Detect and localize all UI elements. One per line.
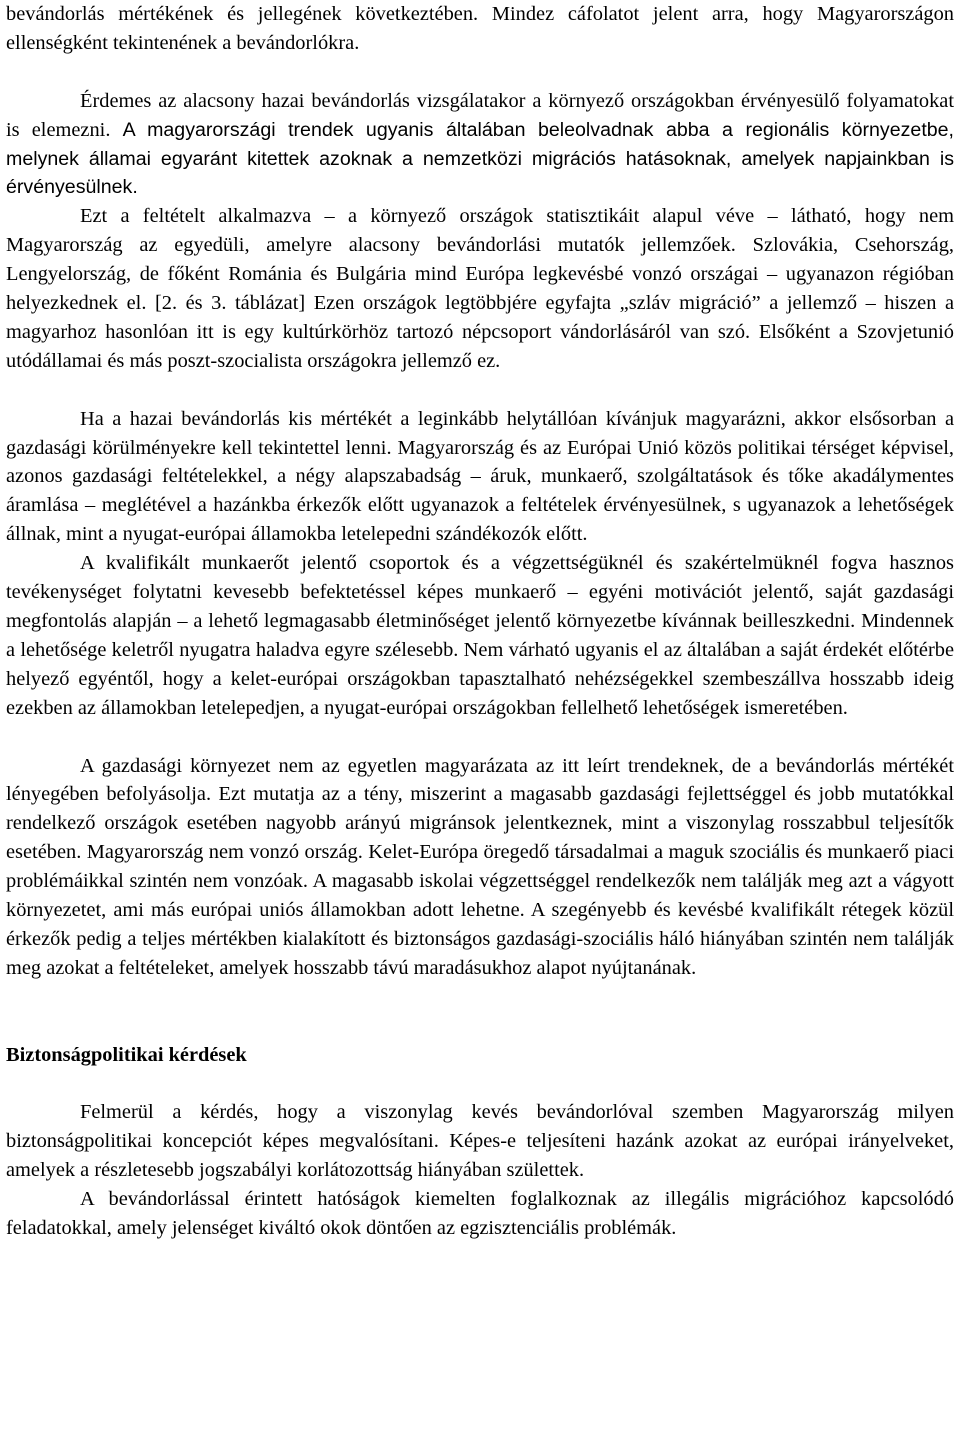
paragraph-segment-serif: Érdemes az alacsony hazai bevándorlás vizsgálatakor a környező országokban érvényesülő folyamatokat is elemezni. — [6, 89, 954, 141]
paragraph-segment-sans: A magyarországi trendek ugyanis általában beleolvadnak abba a regionális környezetbe, melynek államai egyaránt kitettek azoknak a nemzetközi migrációs hatásoknak, amelyek napjainkban is érvényesülnek. — [6, 118, 954, 199]
paragraph-gap — [6, 376, 954, 405]
paragraph-authorities: A bevándorlással érintett hatóságok kiemelten foglalkoznak az illegális migrációhoz kapcsolódó feladatokkal, amely jelenséget kiváltó okok döntően az egzisztenciális problémák. — [6, 1188, 954, 1239]
paragraph-gap — [6, 1069, 954, 1098]
paragraph-gap — [6, 58, 954, 87]
paragraph-economic-conditions: Ha a hazai bevándorlás kis mértékét a leginkább helytállóan kívánjuk magyarázni, akkor elsősorban a gazdasági körülményekre kell tekintettel lenni. Magyarország és az Európai Unió közös politikai térséget képvisel, azonos gazdasági feltételekkel, a négy alapszabadság – áruk, munkaerő, szolgáltatások és tőke akadálymentes áramlása – meglétével a hazánkba érkezők előtt ugyanazok a feltételek érvényesülnek, s ugyanazok a lehetőségek állnak, mint a nyugat-európai államokba letelepedni szándékozók előtt. — [6, 407, 954, 546]
paragraph-gap — [6, 723, 954, 752]
paragraph-economic-environment: A gazdasági környezet nem az egyetlen magyarázata az itt leírt trendeknek, de a bevándorlás mértékét lényegében befolyásolja. Ezt mutatja az a tény, miszerint a magasabb gazdasági fejlettséggel és jobb mutatókkal rendelkező országok esetében nagyobb arányú migránsok jelentkeznek, mint a viszonylag rosszabbul teljesítők esetében. Magyarország nem vonzó ország. Kelet-Európa öregedő társadalmai a maguk szociális és munkaerő piaci problémáikkal szintén nem vonzóak. A magasabb iskolai végzettséggel rendelkezők nem találják meg azt a vágyott környezetet, ami más európai uniós államokban adott lehetne. A szegényebb és kevésbé kvalifikált rétegek közül érkezők pedig a teljes mértékben kialakított és biztonságos gazdasági-szociális háló hiányában szintén nem találják meg azokat a feltételeket, amelyek hosszabb távú maradásukhoz alapot nyújtanának. — [6, 754, 954, 979]
paragraph-security-policy: Felmerül a kérdés, hogy a viszonylag kevés bevándorlóval szemben Magyarország milyen biztonságpolitikai koncepciót képes megvalósítani. Képes-e teljesíteni hazánk azokat az európai irányelveket, amelyek a részletesebb jogszabályi korlátozottság hiányában születtek. — [6, 1101, 954, 1182]
paragraph-statistics: Ezt a feltételt alkalmazva – a környező országok statisztikáit alapul véve – látható, hogy nem Magyarország az egyedüli, amelyre alacsony bevándorlási mutatók jellemzőek. Szlovákia, Csehország, Lengyelország, de főként Románia és Bulgária mind Európa legkevésbé vonzó országai – ugyanazon régióban helyezkednek el. [2. és 3. táblázat] Ezen országok legtöbbjére egyfajta „szláv migráció” a jellemző – hiszen a magyarhoz hasonlóan itt is egy kultúrkörhöz tartozó népcsoport vándorlásáról van szó. Elsőként a Szovjetunió utódállamai és más poszt-szocialista országokra jellemző ez. — [6, 205, 954, 372]
paragraph-continuation: bevándorlás mértékének és jellegének következtében. Mindez cáfolatot jelent arra, hogy Magyarországon ellenségként tekintenének a bevándorlókra. — [6, 3, 954, 54]
document-page — [6, 0, 954, 1243]
paragraph-qualified-workforce: A kvalifikált munkaerőt jelentő csoportok és a végzettségüknél és szakértelmüknél fogva hasznos tevékenységet folytatni kevesebb befektetéssel képes munkaerő – egyéni motivációt jelentő, saját gazdasági megfontolás alapján – a lehető legmagasabb életminőséget jelentő környezetbe kívánnak beilleszkedni. Mindennek a lehetősége keletről nyugatra haladva egyre szélesebb. Nem várható ugyanis el az általában a saját érdekét előtérbe helyező egyéntől, hogy a kelet-európai országokban tapasztalható nehézségekkel szembeszállva hosszabb ideig ezekben az államokban letelepedjen, a nyugat-európai országokban fellelhető lehetőségek ismeretében. — [6, 552, 954, 719]
paragraph-neighbouring-countries — [6, 87, 954, 203]
section-heading: Biztonságpolitikai kérdések — [6, 1043, 247, 1066]
section-gap — [6, 983, 954, 1041]
